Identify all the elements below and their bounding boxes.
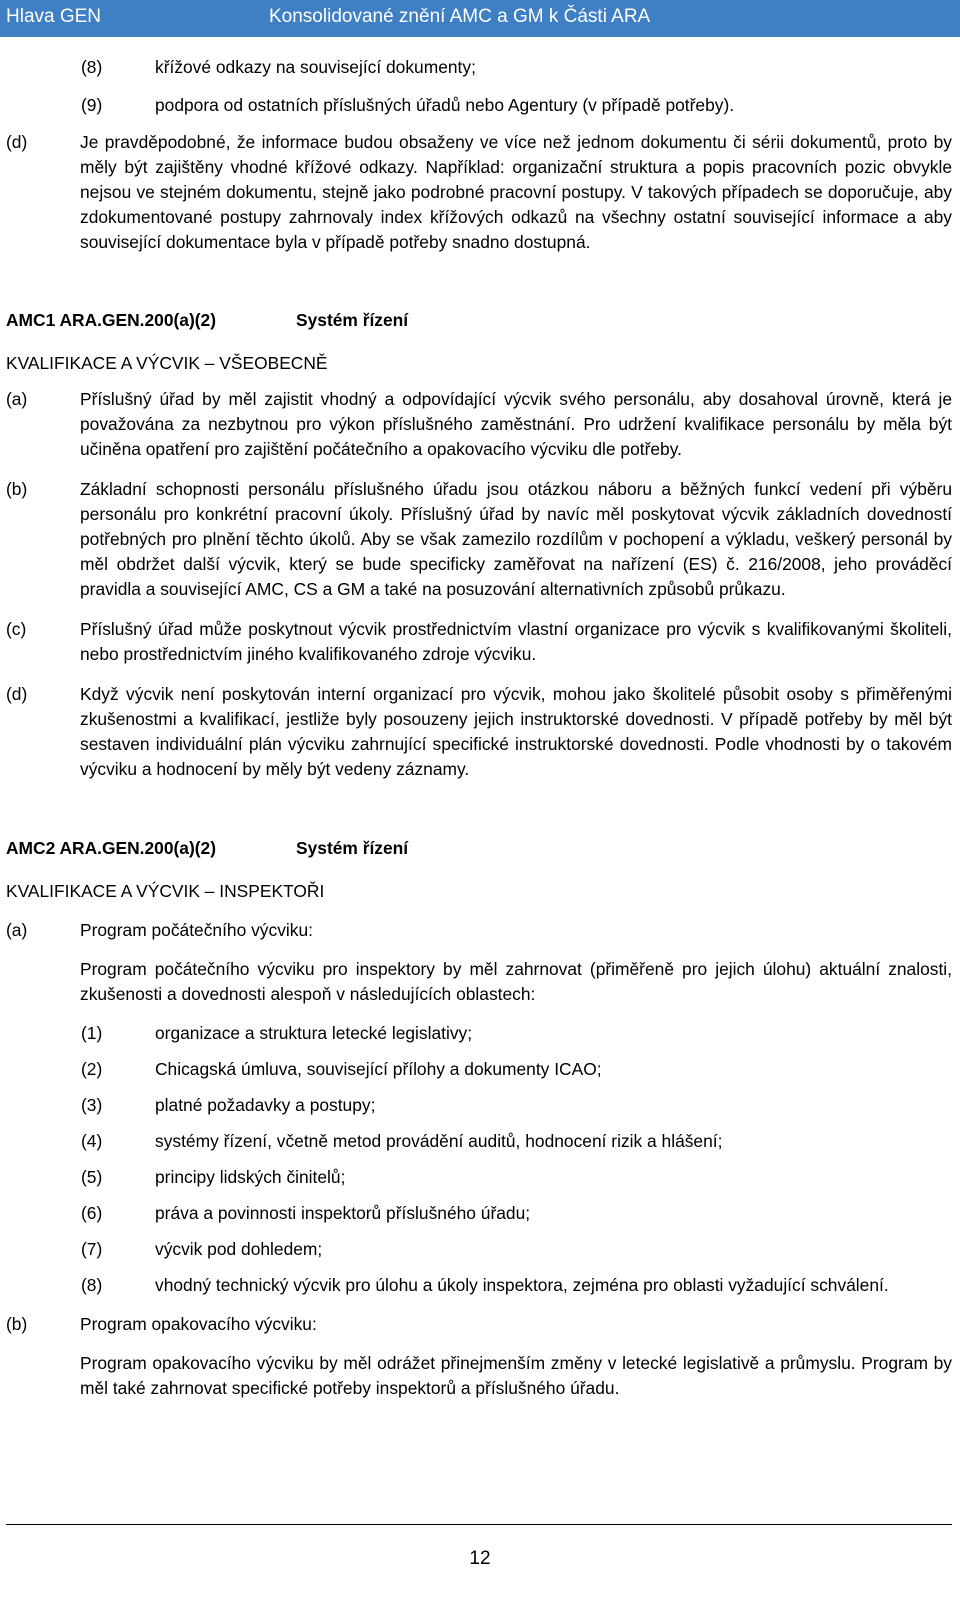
- list-text: výcvik pod dohledem;: [155, 1239, 323, 1259]
- list-text: vhodný technický výcvik pro úlohu a úkoly inspektora, zejména pro oblasti vyžadující schválení.: [155, 1275, 889, 1295]
- header-chapter: Hlava GEN: [6, 6, 102, 27]
- amc2-title: [6, 836, 952, 861]
- list-item: [6, 55, 952, 80]
- item-text: Program opakovacího výcviku by měl odrážet přinejmenším změny v letecké legislativě a průmyslu. Program by měl také zahrnovat specifické potřeby inspektorů a příslušného úřadu.: [80, 1353, 952, 1398]
- amc2-subtitle: KVALIFIKACE A VÝCVIK – INSPEKTOŘI: [6, 881, 325, 901]
- amc2-item-a-heading: [6, 918, 952, 943]
- amc1-item-a: [6, 387, 952, 462]
- amc2-name: Systém řízení: [296, 838, 409, 858]
- amc2-code: AMC2 ARA.GEN.200(a)(2): [6, 838, 217, 858]
- item-heading: Program počátečního výcviku:: [80, 920, 313, 940]
- list-label: (6): [81, 1203, 103, 1223]
- amc1-item-d: [6, 682, 952, 782]
- list-label: (9): [81, 95, 103, 115]
- amc2-item-b-heading: [6, 1312, 952, 1337]
- header-document-title: Konsolidované znění AMC a GM k Části ARA: [269, 6, 651, 27]
- list-item: [6, 1093, 952, 1118]
- list-text: práva a povinnosti inspektorů příslušného úřadu;: [155, 1203, 531, 1223]
- item-text: Když výcvik není poskytován interní organizací pro výcvik, mohou jako školitelé působit osoby s přiměřenými zkušenostmi a kvalifikací, jestliže byly posouzeny jejich instruktorské dovednosti. V případě potřeby by měl být sestaven individuální plán výcviku zahrnující specifické instruktorské dovednosti. Podle vhodnosti by o takovém výcviku a hodnocení by měly být vedeny záznamy.: [80, 684, 952, 779]
- item-text: Základní schopnosti personálu příslušného úřadu jsou otázkou náboru a běžných funkcí vedení při výběru personálu pro konkrétní pracovní úkoly. Příslušný úřad by navíc měl poskytovat výcvik základních dovedností potřebných pro plnění těchto úkolů. Aby se však zamezilo rozdílům v pochopení a výkladu, veškerý personál by měl obdržet další výcvik, který se bude specificky zaměřovat na nařízení (ES) č. 216/2008, jeho prováděcí pravidla a související AMC, CS a GM a také na posuzování alternativních způsobů průkazu.: [80, 479, 952, 599]
- amc1-title: [6, 308, 952, 333]
- list-text: principy lidských činitelů;: [155, 1167, 346, 1187]
- amc1-subtitle: KVALIFIKACE A VÝCVIK – VŠEOBECNĚ: [6, 353, 328, 373]
- list-item: [6, 1165, 952, 1190]
- list-item: [6, 1237, 952, 1262]
- list-text: křížové odkazy na související dokumenty;: [155, 57, 476, 77]
- item-label: (d): [6, 684, 28, 704]
- paragraph-label: (d): [6, 132, 28, 152]
- list-label: (8): [81, 1275, 103, 1295]
- paragraph-d: [6, 130, 952, 255]
- item-heading: Program opakovacího výcviku:: [80, 1314, 317, 1334]
- page-content: [6, 55, 952, 1401]
- amc2-item-a-intro: [6, 957, 952, 1007]
- list-item: [6, 1273, 952, 1298]
- list-text: systémy řízení, včetně metod provádění auditů, hodnocení rizik a hlášení;: [155, 1131, 723, 1151]
- footer-divider: [6, 1524, 952, 1525]
- list-label: (8): [81, 57, 103, 77]
- list-item: [6, 1201, 952, 1226]
- list-text: platné požadavky a postupy;: [155, 1095, 376, 1115]
- list-label: (2): [81, 1059, 103, 1079]
- item-label: (c): [6, 619, 27, 639]
- item-text: Příslušný úřad může poskytnout výcvik prostřednictvím vlastní organizace pro výcvik s kvalifikovanými školiteli, nebo prostřednictvím jiného kvalifikovaného zdroje výcviku.: [80, 619, 952, 664]
- list-item: [6, 1057, 952, 1082]
- item-label: (a): [6, 920, 28, 940]
- list-label: (7): [81, 1239, 103, 1259]
- amc1-code: AMC1 ARA.GEN.200(a)(2): [6, 310, 217, 330]
- page-number: 12: [469, 1548, 491, 1569]
- list-item: [6, 1129, 952, 1154]
- list-label: (3): [81, 1095, 103, 1115]
- list-label: (5): [81, 1167, 103, 1187]
- amc1-name: Systém řízení: [296, 310, 409, 330]
- item-text: Program počátečního výcviku pro inspektory by měl zahrnovat (přiměřeně pro jejich úlohu) aktuální znalosti, zkušenosti a dovednosti alespoň v následujících oblastech:: [80, 959, 952, 1004]
- item-label: (a): [6, 389, 28, 409]
- amc1-item-c: [6, 617, 952, 667]
- amc1-item-b: [6, 477, 952, 602]
- page-header: [0, 0, 960, 37]
- item-label: (b): [6, 479, 28, 499]
- list-item: [6, 1021, 952, 1046]
- item-text: Příslušný úřad by měl zajistit vhodný a odpovídající výcvik svého personálu, aby dosahoval úrovně, která je považována za nezbytnou pro výkon příslušného zaměstnání. Pro udržení kvalifikace personálu by měla být učiněna opatření pro zajištění počátečního a opakovacího výcviku dle potřeby.: [80, 389, 952, 459]
- list-label: (1): [81, 1023, 103, 1043]
- list-text: Chicagská úmluva, související přílohy a dokumenty ICAO;: [155, 1059, 602, 1079]
- list-text: podpora od ostatních příslušných úřadů nebo Agentury (v případě potřeby).: [155, 95, 735, 115]
- list-item: [6, 93, 952, 118]
- paragraph-text: Je pravděpodobné, že informace budou obsaženy ve více než jednom dokumentu či sérii dokumentů, proto by měly být zajištěny vhodné křížové odkazy. Například: organizační struktura a popis pracovních pozic obvykle nejsou ve stejném dokumentu, stejně jako podrobné pracovní postupy. V takových případech se doporučuje, aby zdokumentované postupy zahrnovaly index křížových odkazů na všechny ostatní související informace a aby související dokumentace byla v případě potřeby snadno dostupná.: [80, 132, 952, 252]
- list-label: (4): [81, 1131, 103, 1151]
- list-text: organizace a struktura letecké legislativy;: [155, 1023, 473, 1043]
- item-label: (b): [6, 1314, 28, 1334]
- amc2-item-b-text: [6, 1351, 952, 1401]
